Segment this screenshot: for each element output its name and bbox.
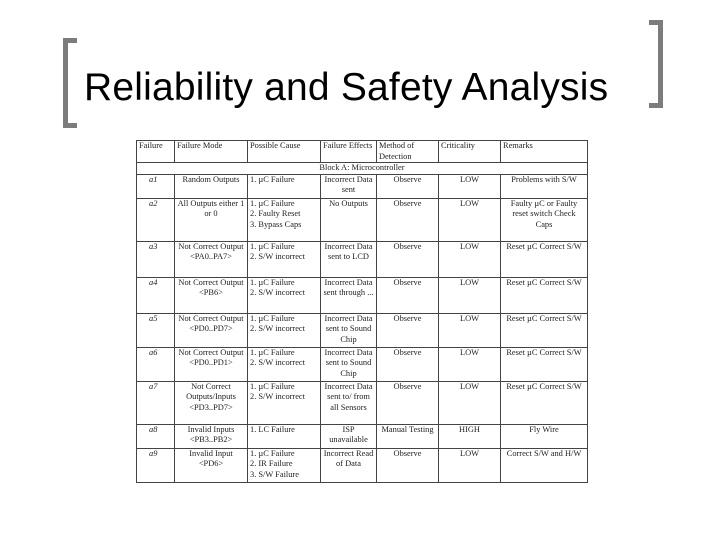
cell-failure-id: a9 xyxy=(137,448,175,482)
cell-possible-cause: 1. µC Failure 2. S/W incorrect xyxy=(248,277,321,313)
cell-criticality: LOW xyxy=(439,277,501,313)
section-row xyxy=(137,163,588,175)
cell-failure-effects: Incorrect Data sent to/ from all Sensors xyxy=(321,381,377,424)
cell-criticality: LOW xyxy=(439,313,501,347)
table-row xyxy=(137,174,588,198)
cell-possible-cause: 1. µC Failure xyxy=(248,174,321,198)
cell-remarks: Fly Wire xyxy=(501,424,588,448)
table-row xyxy=(137,277,588,313)
cell-failure-mode: Not Correct Output <PD0..PD1> xyxy=(175,347,248,381)
section-label: Block A: Microcontroller xyxy=(137,163,588,175)
table-row xyxy=(137,381,588,424)
cell-criticality: LOW xyxy=(439,174,501,198)
right-bracket-decoration xyxy=(649,20,663,108)
cell-failure-id: a3 xyxy=(137,241,175,277)
header-failure: Failure xyxy=(137,141,175,163)
cell-detection-method: Observe xyxy=(377,174,439,198)
header-failure-mode: Failure Mode xyxy=(175,141,248,163)
cell-remarks: Problems with S/W xyxy=(501,174,588,198)
cell-failure-effects: Incorrect Data sent to Sound Chip xyxy=(321,313,377,347)
table-row xyxy=(137,424,588,448)
cell-remarks: Reset µC Correct S/W xyxy=(501,313,588,347)
cell-criticality: LOW xyxy=(439,347,501,381)
cell-failure-mode: All Outputs either 1 or 0 xyxy=(175,198,248,241)
cell-detection-method: Observe xyxy=(377,277,439,313)
cell-failure-effects: Incorrect Data sent xyxy=(321,174,377,198)
cell-failure-mode: Invalid Input <PD6> xyxy=(175,448,248,482)
cell-possible-cause: 1. µC Failure 2. S/W incorrect xyxy=(248,241,321,277)
header-remarks: Remarks xyxy=(501,141,588,163)
table-row xyxy=(137,241,588,277)
table-row xyxy=(137,313,588,347)
cell-failure-effects: ISP unavailable xyxy=(321,424,377,448)
cell-failure-mode: Not Correct Outputs/Inputs <PD3..PD7> xyxy=(175,381,248,424)
cell-failure-id: a2 xyxy=(137,198,175,241)
cell-failure-effects: Incorrect Read of Data xyxy=(321,448,377,482)
cell-failure-mode: Not Correct Output <PB6> xyxy=(175,277,248,313)
cell-detection-method: Observe xyxy=(377,198,439,241)
cell-possible-cause: 1. µC Failure 2. S/W incorrect xyxy=(248,313,321,347)
cell-failure-mode: Not Correct Output <PA0..PA7> xyxy=(175,241,248,277)
cell-possible-cause: 1. µC Failure 2. S/W incorrect xyxy=(248,381,321,424)
cell-detection-method: Observe xyxy=(377,448,439,482)
cell-failure-id: a1 xyxy=(137,174,175,198)
header-method-of-detection: Method of Detection xyxy=(377,141,439,163)
table-row xyxy=(137,198,588,241)
cell-remarks: Reset µC Correct S/W xyxy=(501,381,588,424)
cell-detection-method: Observe xyxy=(377,381,439,424)
cell-failure-mode: Random Outputs xyxy=(175,174,248,198)
cell-criticality: LOW xyxy=(439,448,501,482)
table-row xyxy=(137,347,588,381)
analysis-table xyxy=(136,140,588,483)
table-row xyxy=(137,448,588,482)
cell-remarks: Reset µC Correct S/W xyxy=(501,277,588,313)
cell-remarks: Correct S/W and H/W xyxy=(501,448,588,482)
cell-failure-mode: Invalid Inputs <PB3..PB2> xyxy=(175,424,248,448)
cell-criticality: LOW xyxy=(439,381,501,424)
cell-failure-id: a8 xyxy=(137,424,175,448)
cell-criticality: LOW xyxy=(439,241,501,277)
cell-failure-id: a6 xyxy=(137,347,175,381)
cell-remarks: Reset µC Correct S/W xyxy=(501,347,588,381)
header-criticality: Criticality xyxy=(439,141,501,163)
cell-possible-cause: 1. µC Failure 2. IR Failure 3. S/W Failure xyxy=(248,448,321,482)
cell-detection-method: Observe xyxy=(377,241,439,277)
left-bracket-decoration xyxy=(63,38,77,128)
header-possible-cause: Possible Cause xyxy=(248,141,321,163)
cell-possible-cause: 1. µC Failure 2. Faulty Reset 3. Bypass Caps xyxy=(248,198,321,241)
cell-failure-mode: Not Correct Output <PD0..PD7> xyxy=(175,313,248,347)
cell-failure-id: a7 xyxy=(137,381,175,424)
cell-failure-effects: Incorrect Data sent through ... xyxy=(321,277,377,313)
cell-remarks: Faulty µC or Faulty reset switch Check Caps xyxy=(501,198,588,241)
cell-failure-id: a5 xyxy=(137,313,175,347)
slide-title: Reliability and Safety Analysis xyxy=(84,66,609,109)
analysis-table-container xyxy=(136,140,587,483)
cell-detection-method: Manual Testing xyxy=(377,424,439,448)
cell-failure-effects: Incorrect Data sent to LCD xyxy=(321,241,377,277)
cell-detection-method: Observe xyxy=(377,347,439,381)
cell-detection-method: Observe xyxy=(377,313,439,347)
header-row xyxy=(137,141,588,163)
cell-criticality: LOW xyxy=(439,198,501,241)
cell-possible-cause: 1. LC Failure xyxy=(248,424,321,448)
header-failure-effects: Failure Effects xyxy=(321,141,377,163)
cell-criticality: HIGH xyxy=(439,424,501,448)
cell-remarks: Reset µC Correct S/W xyxy=(501,241,588,277)
cell-failure-effects: Incorrect Data sent to Sound Chip xyxy=(321,347,377,381)
cell-possible-cause: 1. µC Failure 2. S/W incorrect xyxy=(248,347,321,381)
cell-failure-id: a4 xyxy=(137,277,175,313)
cell-failure-effects: No Outputs xyxy=(321,198,377,241)
